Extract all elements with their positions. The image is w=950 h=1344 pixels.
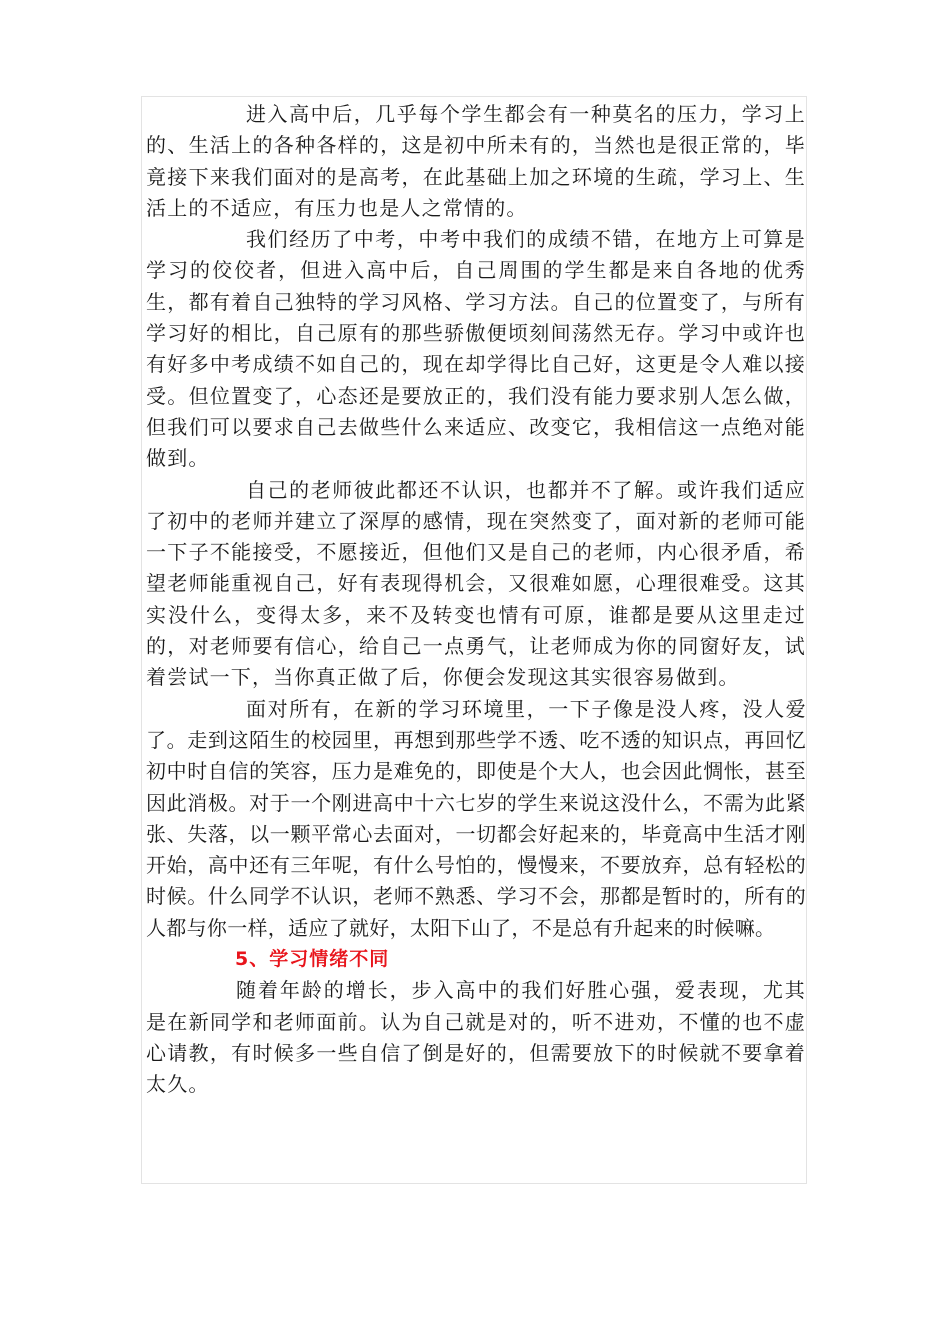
- section-heading: 5、学习情绪不同: [235, 948, 390, 971]
- paragraph-1: 进入高中后，几乎每个学生都会有一种莫名的压力，学习上的、生活上的各种各样的，这是初中所未有的，当然也是很正常的，毕竟接下来我们面对的是高考，在此基础上加之环境的生疏，学习上、生活上的不适应，有压力也是人之常情的。: [146, 102, 806, 220]
- paragraph-5: 随着年龄的增长，步入高中的我们好胜心强，爱表现，尤其是在新同学和老师面前。认为自己就是对的，听不进劝，不懂的也不虚心请教，有时候多一些自信了倒是好的，但需要放下的时候就不要拿着太久。: [146, 978, 806, 1097]
- paragraph-3: 自己的老师彼此都还不认识，也都并不了解。或许我们适应了初中的老师并建立了深厚的感情，现在突然变了，面对新的老师可能一下子不能接受，不愿接近，但他们又是自己的老师，内心很矛盾，希望老师能重视自己，好有表现得机会，又很难如愿，心理很难受。这其实没什么，变得太多，来不及转变也情有可原，谁都是要从这里走过的，对老师要有信心，给自己一点勇气，让老师成为你的同窗好友，试着尝试一下，当你真正做了后，你便会发现这其实很容易做到。: [146, 477, 806, 690]
- paragraph-2: 我们经历了中考，中考中我们的成绩不错，在地方上可算是学习的佼佼者，但进入高中后，自己周围的学生都是来自各地的优秀生，都有着自己独特的学习风格、学习方法。自己的位置变了，与所有学习好的相比，自己原有的那些骄傲便顷刻间荡然无存。学习中或许也有好多中考成绩不如自己的，现在却学得比自己好，这更是令人难以接受。但位置变了，心态还是要放正的，我们没有能力要求别人怎么做，但我们可以要求自己去做些什么来适应、改变它，我相信这一点绝对能做到。: [146, 227, 806, 471]
- document-page: [141, 96, 807, 1184]
- paragraph-4: 面对所有，在新的学习环境里，一下子像是没人疼，没人爱了。走到这陌生的校园里，再想到那些学不透、吃不透的知识点，再回忆初中时自信的笑容，压力是难免的，即使是个大人，也会因此惆怅，甚至因此消极。对于一个刚进高中十六七岁的学生来说这没什么，不需为此紧张、失落，以一颗平常心去面对，一切都会好起来的，毕竟高中生活才刚开始，高中还有三年呢，有什么号怕的，慢慢来，不要放弃，总有轻松的时候。什么同学不认识，老师不熟悉、学习不会，那都是暂时的，所有的人都与你一样，适应了就好，太阳下山了，不是总有升起来的时候嘛。: [146, 696, 806, 940]
